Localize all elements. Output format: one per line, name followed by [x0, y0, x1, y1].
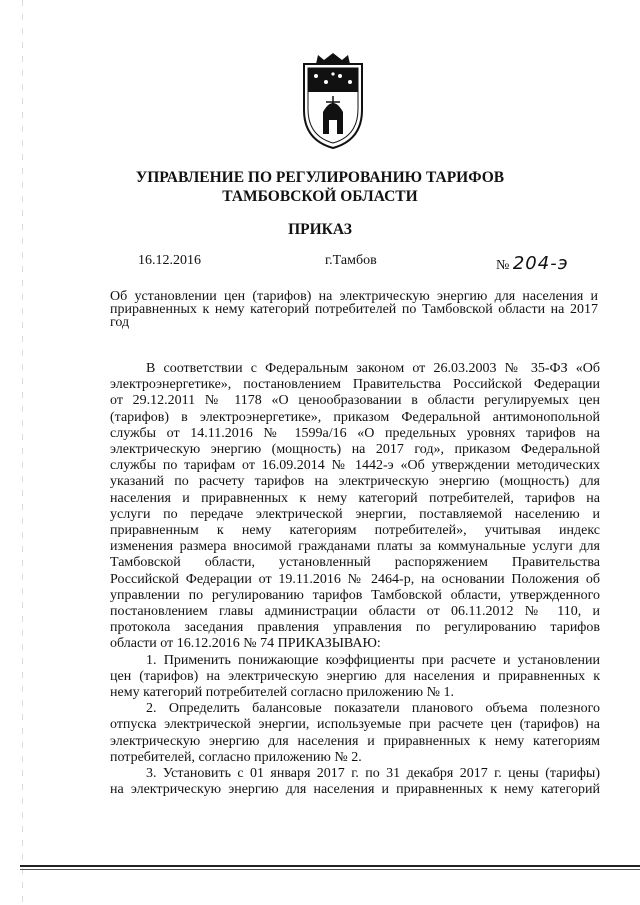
- document-body: [110, 361, 600, 798]
- body-line: нему категорий потребителей согласно приложению № 1.: [110, 685, 454, 701]
- body-line: изменения размера вносимой гражданами платы за коммунальные услуги для: [110, 539, 600, 555]
- document-date: 16.12.2016: [138, 253, 201, 268]
- body-line: 2. Определить балансовые показатели планового объема полезного: [146, 701, 600, 717]
- body-line: 3. Установить с 01 января 2017 г. по 31 декабря 2017 г. цены (тарифы): [146, 766, 600, 782]
- body-line: приравненным к нему категориям потребителей», учитывая индекс: [110, 523, 600, 539]
- body-line: от 29.12.2011 № 1178 «О ценообразовании в области регулируемых цен: [110, 393, 600, 409]
- body-line: электрическую энергию для населения и приравненных к нему категориям: [110, 733, 600, 749]
- body-line: на электрическую энергию для населения и приравненных к нему категорий: [110, 782, 600, 798]
- body-line: 1. Применить понижающие коэффициенты при расчете и установлении: [146, 652, 600, 668]
- body-line: Российской Федерации от 19.11.2016 № 2464-р, на основании Положения об: [110, 571, 600, 587]
- body-line: указаний по расчету тарифов на электрическую энергию (мощность) для: [110, 474, 600, 490]
- document-subject: Об установлении цен (тарифов) на электрическую энергию для населения и приравненных к нему категорий потребителей по Тамбовской области на 2017 год: [110, 289, 598, 330]
- number-handwritten: 204-э: [512, 253, 569, 274]
- body-line: Тамбовской области, установленный распоряжением Правительства: [110, 555, 600, 571]
- number-prefix: №: [496, 258, 510, 273]
- body-line: (тарифов) в электроэнергетике», приказом Федеральной антимонопольной: [110, 409, 600, 425]
- org-line-1: УПРАВЛЕНИЕ ПО РЕГУЛИРОВАНИЮ ТАРИФОВ: [135, 169, 505, 186]
- page-bottom-rule: [20, 865, 640, 867]
- body-line: управлении по регулированию тарифов Тамбовской области, утвержденного: [110, 587, 600, 603]
- body-line: области от 16.12.2016 № 74 ПРИКАЗЫВАЮ:: [110, 636, 381, 652]
- body-line: цен (тарифов) на электрическую энергию для населения и приравненных к: [110, 668, 600, 684]
- body-line: электрическую энергию (мощность) на 2017 год», приказом Федеральной: [110, 442, 600, 458]
- document-type: ПРИКАЗ: [288, 221, 352, 238]
- body-line: В соответствии с Федеральным законом от 26.03.2003 № 35-ФЗ «Об: [146, 361, 600, 376]
- body-line: электроэнергетике», постановлением Правительства Российской Федерации: [110, 377, 600, 393]
- body-line: потребителей, согласно приложению № 2.: [110, 749, 362, 765]
- body-line: протокола заседания правления управления по регулированию тарифов: [110, 620, 600, 636]
- body-line: постановлением главы администрации области от 06.11.2012 № 110, и: [110, 604, 600, 620]
- page-bottom-rule-thin: [20, 869, 640, 870]
- body-line: отпуска электрической энергии, используемые при расчете цен (тарифов) на: [110, 717, 600, 733]
- document-number: [496, 253, 569, 274]
- body-line: населения и приравненных к нему категорий потребителей, тарифов на: [110, 490, 600, 506]
- organization-name: [0, 168, 640, 206]
- org-line-2: ТАМБОВСКОЙ ОБЛАСТИ: [222, 188, 418, 205]
- body-line: службы по тарифам от 16.09.2014 № 1442-э «Об утверждении методических: [110, 458, 600, 474]
- coat-of-arms-icon: [296, 52, 370, 152]
- body-line: службы от 14.11.2016 № 1599а/16 «О предельных уровнях тарифов на: [110, 425, 600, 441]
- document-city: г.Тамбов: [325, 253, 377, 268]
- scan-edge: [22, 0, 23, 905]
- body-line: услуги по передаче электрической энергии, поставляемой населению и: [110, 506, 600, 522]
